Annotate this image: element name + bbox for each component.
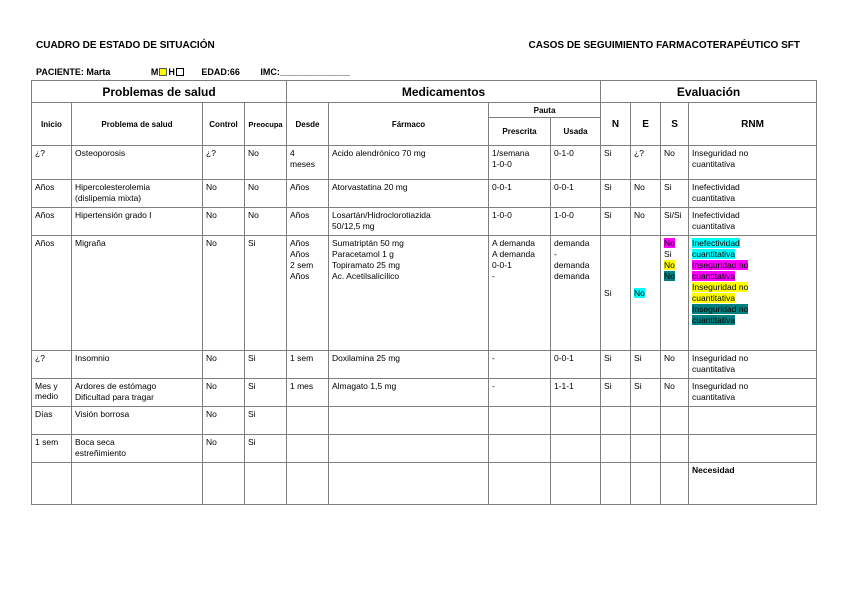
cell-desde xyxy=(287,180,329,208)
cell-inicio: Años xyxy=(32,208,72,236)
col-prescrita: Prescrita xyxy=(489,118,551,146)
cell-desde xyxy=(287,146,329,180)
cell-farmaco-line: Doxilamina 25 mg xyxy=(332,353,401,363)
cell-problema xyxy=(72,407,203,435)
cell-e: Si xyxy=(631,379,661,407)
cell-s-line: No xyxy=(664,353,675,363)
cell-s xyxy=(661,208,689,236)
sex-selector xyxy=(151,67,185,77)
patient-name: PACIENTE: Marta xyxy=(36,67,111,77)
table-row xyxy=(32,407,817,435)
cell-preocupa: Si xyxy=(245,435,287,463)
cell-s xyxy=(661,236,689,351)
col-control: Control xyxy=(203,103,245,146)
cell-usada-line: demanda xyxy=(554,238,590,248)
cell-farmaco-line: Sumatriptán 50 mg xyxy=(332,238,404,248)
cell-preocupa: Si xyxy=(245,236,287,351)
cell-inicio: Días xyxy=(32,407,72,435)
cell-prescrita-line: 1-0-0 xyxy=(492,210,512,220)
cell-farmaco-line: 50/12,5 mg xyxy=(332,221,375,231)
cell-desde-line: Años xyxy=(290,271,310,281)
cell-s-line: No xyxy=(664,260,675,270)
cell-usada-line: 0-0-1 xyxy=(554,353,574,363)
sex-h-label: H xyxy=(168,67,175,77)
cell-usada-line: - xyxy=(554,249,557,259)
cell-rnm-line: cuantitativa xyxy=(692,315,736,325)
cell-desde-line: meses xyxy=(290,159,316,169)
cell-farmaco xyxy=(329,379,489,407)
cell-prescrita xyxy=(489,435,551,463)
cell-inicio: ¿? xyxy=(32,351,72,379)
cell-s-line: No xyxy=(664,271,675,281)
cell-prescrita xyxy=(489,379,551,407)
cell-prescrita-line: A demanda xyxy=(492,238,536,248)
cell-preocupa: No xyxy=(245,146,287,180)
cell-usada-line: 0-0-1 xyxy=(554,182,574,192)
cell-s-line: Si xyxy=(664,249,672,259)
cell-usada xyxy=(551,463,601,505)
cell-preocupa: Si xyxy=(245,351,287,379)
cell-s xyxy=(661,379,689,407)
col-problema: Problema de salud xyxy=(72,103,203,146)
cell-inicio: Mes y medio xyxy=(32,379,72,407)
col-s: S xyxy=(661,103,689,146)
cell-farmaco-line: Ac. Acetilsalicílico xyxy=(332,271,400,281)
cell-prescrita xyxy=(489,180,551,208)
cell-prescrita xyxy=(489,208,551,236)
cell-farmaco-line: Acido alendrónico 70 mg xyxy=(332,148,426,158)
cell-problema xyxy=(72,208,203,236)
cell-e: No xyxy=(631,180,661,208)
status-table xyxy=(31,80,817,505)
table-row xyxy=(32,236,817,351)
cell-control: No xyxy=(203,208,245,236)
cell-inicio: ¿? xyxy=(32,146,72,180)
cell-problema-line: (dislipemia mixta) xyxy=(75,193,142,203)
patient-info xyxy=(36,67,350,77)
imc-label: IMC:______________ xyxy=(260,67,350,77)
cell-prescrita-line: A demanda xyxy=(492,249,536,259)
cell-problema-line: Hipertensión grado I xyxy=(75,210,152,220)
cell-e: No xyxy=(631,236,661,351)
cell-desde-line: 1 mes xyxy=(290,381,314,391)
cell-s xyxy=(661,463,689,505)
cell-problema-line: Hipercolesterolemia xyxy=(75,182,151,192)
cell-rnm-line: cuantitativa xyxy=(692,193,736,203)
group-problems: Problemas de salud xyxy=(32,81,287,103)
cell-rnm-line: Inefectividad xyxy=(692,238,740,248)
cell-rnm-line: cuantitativa xyxy=(692,249,736,259)
col-n: N xyxy=(601,103,631,146)
cell-rnm xyxy=(689,351,817,379)
cell-rnm xyxy=(689,435,817,463)
cell-rnm-line: Inseguridad no xyxy=(692,353,749,363)
cell-inicio: Años xyxy=(32,180,72,208)
cell-desde-line: Años xyxy=(290,210,310,220)
cell-rnm-line: Inseguridad no xyxy=(692,148,749,158)
cell-prescrita-line: - xyxy=(492,353,495,363)
cell-control xyxy=(203,463,245,505)
cell-problema-line: Insomnio xyxy=(75,353,110,363)
sex-h-checkbox[interactable] xyxy=(176,68,184,76)
cell-preocupa: Si xyxy=(245,407,287,435)
cell-rnm-line: Necesidad xyxy=(692,465,735,475)
cell-desde xyxy=(287,463,329,505)
cell-problema xyxy=(72,435,203,463)
cell-rnm-line: cuantitativa xyxy=(692,159,736,169)
cell-usada-line: demanda xyxy=(554,271,590,281)
cell-desde-line: 1 sem xyxy=(290,353,314,363)
cell-rnm-line: cuantitativa xyxy=(692,271,736,281)
cell-rnm-line: Inefectividad xyxy=(692,182,740,192)
cell-farmaco-line: Topiramato 25 mg xyxy=(332,260,401,270)
cell-farmaco-line: Atorvastatina 20 mg xyxy=(332,182,408,192)
cell-s-line: No xyxy=(664,148,675,158)
cell-rnm-line: Inseguridad no xyxy=(692,304,749,314)
cell-prescrita-line: 0-0-1 xyxy=(492,182,512,192)
cell-farmaco xyxy=(329,180,489,208)
cell-rnm-line: Inseguridad no xyxy=(692,260,749,270)
cell-desde xyxy=(287,351,329,379)
cell-desde-line: 4 xyxy=(290,148,295,158)
cell-problema-line: Osteoporosis xyxy=(75,148,126,158)
cell-desde-line: Años xyxy=(290,238,310,248)
cell-e: Si xyxy=(631,351,661,379)
document-title: CUADRO DE ESTADO DE SITUACIÓN xyxy=(36,40,215,51)
cell-n: Si xyxy=(601,180,631,208)
cell-problema-line: Dificultad para tragar xyxy=(75,392,154,402)
cell-control: No xyxy=(203,407,245,435)
cell-control: No xyxy=(203,379,245,407)
cell-e xyxy=(631,463,661,505)
cell-problema xyxy=(72,351,203,379)
cell-usada xyxy=(551,407,601,435)
cell-n: Si xyxy=(601,146,631,180)
cell-s-line: No xyxy=(664,238,675,248)
table-row xyxy=(32,180,817,208)
age-label: EDAD:66 xyxy=(201,67,240,77)
cell-rnm-line: cuantitativa xyxy=(692,293,736,303)
cell-e: ¿? xyxy=(631,146,661,180)
cell-prescrita xyxy=(489,407,551,435)
cell-desde xyxy=(287,208,329,236)
cell-rnm-line: Inefectividad xyxy=(692,210,740,220)
cell-rnm-line: cuantitativa xyxy=(692,392,736,402)
cell-rnm xyxy=(689,208,817,236)
col-e: E xyxy=(631,103,661,146)
cell-e xyxy=(631,407,661,435)
group-eval: Evaluación xyxy=(601,81,817,103)
cell-farmaco xyxy=(329,435,489,463)
cell-problema xyxy=(72,236,203,351)
cell-rnm xyxy=(689,236,817,351)
cell-desde-line: Años xyxy=(290,182,310,192)
cell-preocupa xyxy=(245,463,287,505)
cell-n: Si xyxy=(601,236,631,351)
cell-s xyxy=(661,407,689,435)
cell-rnm xyxy=(689,463,817,505)
cell-farmaco xyxy=(329,236,489,351)
cell-n xyxy=(601,463,631,505)
cell-n: Si xyxy=(601,351,631,379)
sex-m-checkbox[interactable] xyxy=(159,68,167,76)
cell-s-line: Si/Si xyxy=(664,210,682,220)
cell-s xyxy=(661,351,689,379)
cell-inicio xyxy=(32,463,72,505)
cell-desde xyxy=(287,407,329,435)
cell-problema xyxy=(72,463,203,505)
cell-problema-line: Boca seca xyxy=(75,437,115,447)
cell-rnm xyxy=(689,180,817,208)
cell-prescrita-line: 0-0-1 xyxy=(492,260,512,270)
cell-prescrita xyxy=(489,351,551,379)
col-rnm: RNM xyxy=(689,103,817,146)
cell-s-line: Si xyxy=(664,182,672,192)
cell-farmaco xyxy=(329,351,489,379)
cell-farmaco xyxy=(329,208,489,236)
cell-farmaco xyxy=(329,463,489,505)
table-row xyxy=(32,379,817,407)
col-inicio: Inicio xyxy=(32,103,72,146)
col-pauta: Pauta xyxy=(489,103,601,118)
cell-desde-line: 2 sem xyxy=(290,260,314,270)
document-subtitle: CASOS DE SEGUIMIENTO FARMACOTERAPÉUTICO SFT xyxy=(528,40,800,51)
cell-rnm xyxy=(689,407,817,435)
cell-problema-line: Visión borrosa xyxy=(75,409,130,419)
cell-usada-line: 1-1-1 xyxy=(554,381,574,391)
cell-rnm xyxy=(689,379,817,407)
cell-problema-line: Migraña xyxy=(75,238,106,248)
cell-prescrita xyxy=(489,146,551,180)
table-row xyxy=(32,351,817,379)
cell-usada xyxy=(551,146,601,180)
cell-inicio: 1 sem xyxy=(32,435,72,463)
col-preocupa: Preocupa xyxy=(245,103,287,146)
cell-n: Si xyxy=(601,379,631,407)
cell-control: No xyxy=(203,180,245,208)
table-row xyxy=(32,435,817,463)
cell-n: Si xyxy=(601,208,631,236)
group-meds: Medicamentos xyxy=(287,81,601,103)
cell-usada xyxy=(551,351,601,379)
cell-s-line: No xyxy=(664,381,675,391)
cell-problema xyxy=(72,379,203,407)
cell-farmaco xyxy=(329,407,489,435)
cell-usada-line: 1-0-0 xyxy=(554,210,574,220)
cell-s xyxy=(661,435,689,463)
col-desde: Desde xyxy=(287,103,329,146)
cell-usada xyxy=(551,435,601,463)
cell-desde xyxy=(287,379,329,407)
cell-usada xyxy=(551,379,601,407)
table-row xyxy=(32,146,817,180)
cell-prescrita xyxy=(489,463,551,505)
cell-problema xyxy=(72,180,203,208)
cell-e: No xyxy=(631,208,661,236)
cell-prescrita-line: - xyxy=(492,271,495,281)
cell-preocupa: Si xyxy=(245,379,287,407)
cell-preocupa: No xyxy=(245,208,287,236)
cell-rnm-line: cuantitativa xyxy=(692,221,736,231)
col-farmaco: Fármaco xyxy=(329,103,489,146)
cell-control: No xyxy=(203,435,245,463)
cell-farmaco-line: Paracetamol 1 g xyxy=(332,249,394,259)
cell-rnm-line: Inseguridad no xyxy=(692,381,749,391)
cell-usada xyxy=(551,180,601,208)
cell-rnm-line: Inseguridad no xyxy=(692,282,749,292)
cell-problema xyxy=(72,146,203,180)
cell-farmaco-line: Almagato 1,5 mg xyxy=(332,381,397,391)
cell-e xyxy=(631,435,661,463)
cell-desde-line: Años xyxy=(290,249,310,259)
cell-s xyxy=(661,180,689,208)
cell-prescrita-line: 1-0-0 xyxy=(492,159,512,169)
cell-control: No xyxy=(203,236,245,351)
cell-prescrita-line: - xyxy=(492,381,495,391)
cell-control: ¿? xyxy=(203,146,245,180)
table-row xyxy=(32,208,817,236)
cell-farmaco-line: Losartán/Hidroclorotiazida xyxy=(332,210,431,220)
cell-preocupa: No xyxy=(245,180,287,208)
cell-desde xyxy=(287,435,329,463)
cell-inicio: Años xyxy=(32,236,72,351)
cell-problema-line: estreñimiento xyxy=(75,448,127,458)
cell-problema-line: Ardores de estómago xyxy=(75,381,157,391)
cell-usada-line: demanda xyxy=(554,260,590,270)
cell-farmaco xyxy=(329,146,489,180)
cell-desde xyxy=(287,236,329,351)
cell-rnm-line: cuantitativa xyxy=(692,364,736,374)
cell-prescrita xyxy=(489,236,551,351)
cell-usada xyxy=(551,236,601,351)
cell-rnm xyxy=(689,146,817,180)
cell-prescrita-line: 1/semana xyxy=(492,148,530,158)
col-usada: Usada xyxy=(551,118,601,146)
cell-n xyxy=(601,407,631,435)
table-row xyxy=(32,463,817,505)
cell-control: No xyxy=(203,351,245,379)
sex-m-label: M xyxy=(150,67,159,77)
cell-s xyxy=(661,146,689,180)
cell-n xyxy=(601,435,631,463)
cell-usada xyxy=(551,208,601,236)
cell-usada-line: 0-1-0 xyxy=(554,148,574,158)
